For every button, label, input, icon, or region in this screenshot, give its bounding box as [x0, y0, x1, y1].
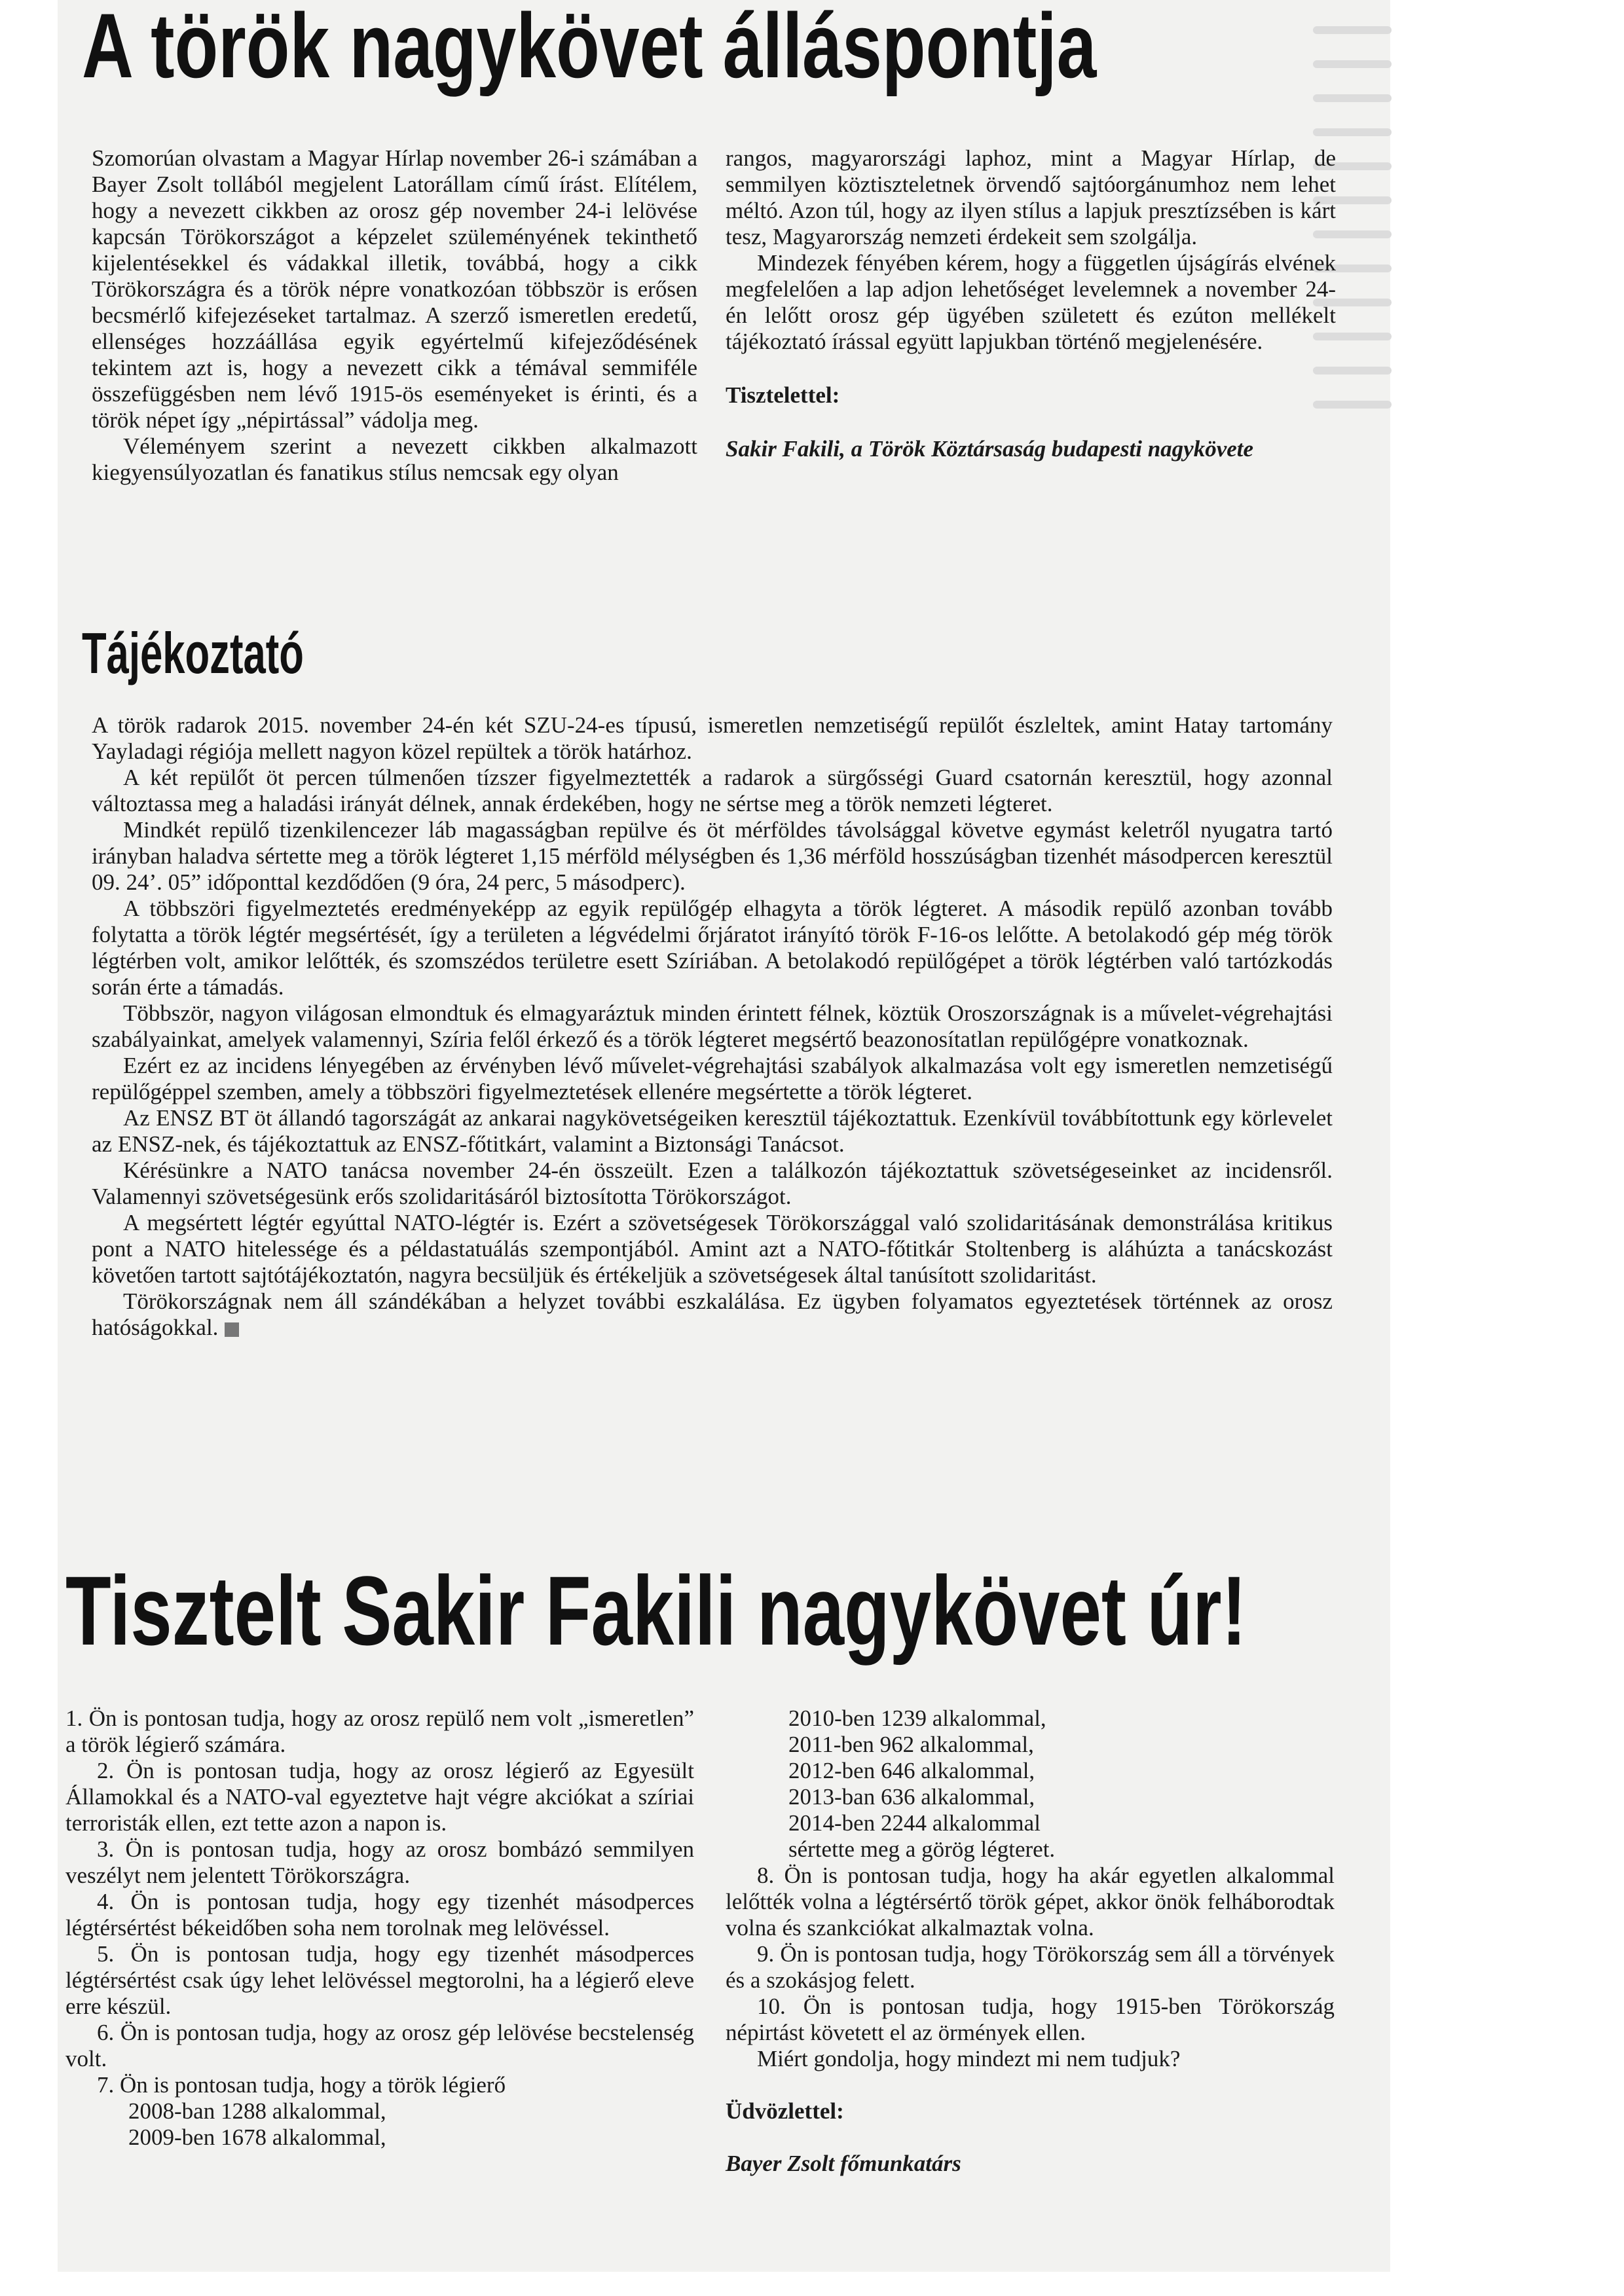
article1-paragraph: Szomorúan olvastam a Magyar Hírlap november 26-i számában a Bayer Zsolt tollából megjelent Latorállam című írást. Elítélem, hogy a nevezett cikkben az orosz gép november 24-i lelövése kapcsán Törökországot a képzelet szüleményének tekinthető kijelentésekkel és vádakkal illetik, továbbá, hogy a cikk Törökországra és a török népre vonatkozóan többször is erősen becsmérlő kifejezéseket tartalmaz. A szerző ismeretlen eredetű, ellenséges hozzáállása egyik egyértelmű kifejeződésének tekintem azt is, hogy a nevezett cikk a témával semmiféle összefüggésben nem lévő 1915-ös eseményeket is érinti, és a török népet így „népirtással” vádolja meg. — [92, 145, 697, 433]
article2-paragraph: Ezért ez az incidens lényegében az érvényben lévő művelet-végrehajtási szabályok alkalmazása volt egy ismeretlen nemzetiségű repülőgéppel szemben, amely a többszöri figyelmeztetések ellenére megsértette a török légteret. — [92, 1053, 1333, 1104]
year-line: 2008-ban 1288 alkalommal, — [128, 2098, 386, 2124]
year-line: 2011-ben 962 alkalommal, — [788, 1732, 1034, 1757]
year-line: 2009-ben 1678 alkalommal, — [128, 2124, 386, 2150]
article2-paragraph: Többször, nagyon világosan elmondtuk és elmagyaráztuk minden érintett félnek, köztük Oroszországnak is a művelet-végrehajtási szabályainkat, amelyek valamennyi, Szíria felől érkező és a török légteret megsértő beazonosítatlan repülőgépre vonatkoznak. — [92, 1000, 1333, 1052]
article3-item: 6. Ön is pontosan tudja, hogy az orosz gép lelövése becstelenség volt. — [65, 2020, 694, 2071]
article2-title: Tájékoztató — [82, 621, 304, 685]
article3-item: 8. Ön is pontosan tudja, hogy ha akár egyetlen alkalommal lelőtték volna a légtérsértő török gépet, akkor önök felháborodtak volna és szankciókat alkalmaztak volna. — [726, 1863, 1335, 1941]
year-line: 2014-ben 2244 alkalommal — [788, 1810, 1041, 1836]
article1-paragraph: rangos, magyarországi laphoz, mint a Magyar Hírlap, de semmilyen köztiszteletnek örvendő sajtóorgánumhoz nem lehet méltó. Azon túl, hogy az ilyen stílus a lapjuk presztízsében is kárt tesz, Magyarország nemzeti érdekeit sem szolgálja. — [726, 145, 1336, 249]
article3-signature: Bayer Zsolt főmunkatárs — [726, 2151, 961, 2176]
year-line: 2013-ban 636 alkalommal, — [788, 1784, 1035, 1810]
year-line: 2012-ben 646 alkalommal, — [788, 1758, 1035, 1783]
article2-paragraph: A török radarok 2015. november 24-én két SZU-24-es típusú, ismeretlen nemzetiségű repülőt észleltek, amint Hatay tartomány Yayladagi régiója mellett nagyon közel repültek a török határhoz. — [92, 712, 1333, 764]
article1-title: A török nagykövet álláspontja — [82, 0, 1097, 97]
article3-item: Miért gondolja, hogy mindezt mi nem tudjuk? — [757, 2046, 1181, 2071]
article1-closing: Tisztelettel: — [726, 382, 840, 408]
article3-item: 5. Ön is pontosan tudja, hogy egy tizenhét másodperces légtérsértést csak úgy lehet lelövéssel megtorolni, ha a légierő eleve erre készül. — [65, 1941, 694, 2019]
article3-item: 3. Ön is pontosan tudja, hogy az orosz bombázó semmilyen veszélyt nem jelentett Törökországra. — [65, 1836, 694, 1888]
article3-item: 9. Ön is pontosan tudja, hogy Törökország sem áll a törvények és a szokásjog felett. — [726, 1941, 1335, 1993]
end-of-article-mark — [225, 1322, 239, 1337]
article2-paragraph: Kérésünkre a NATO tanácsa november 24-én összeült. Ezen a találkozón tájékoztattuk szövetségeseinket az incidensről. Valamennyi szövetségesünk erős szolidaritásáról biztosította Törökországot. — [92, 1157, 1333, 1209]
article1-paragraph: Véleményem szerint a nevezett cikkben alkalmazott kiegyensúlyozatlan és fanatikus stílus nemcsak egy olyan — [92, 433, 697, 485]
article3-title: Tisztelt Sakir Fakili nagykövet úr! — [65, 1556, 1247, 1666]
article3-item: 1. Ön is pontosan tudja, hogy az orosz repülő nem volt „ismeretlen” a török légierő számára. — [65, 1705, 694, 1757]
article1-left-column — [92, 145, 697, 486]
article3-closing: Üdvözlettel: — [726, 2098, 844, 2124]
year-line: sértette meg a görög légteret. — [788, 1836, 1056, 1862]
article2-body — [92, 712, 1333, 1341]
year-line: 2010-ben 1239 alkalommal, — [788, 1705, 1046, 1731]
article2-paragraph: A többszöri figyelmeztetés eredményeképp az egyik repülőgép elhagyta a török légteret. A második repülő azonban tovább folytatta a török légtér megsértését, így a területen a légvédelmi őrjáratot irányító török F-16-os lelőtte. A betolakodó gép még török légtérben volt, amikor lelőtték, és szomszédos területre esett Szíriában. A betolakodó repülőgépet a török légtérben való tartózkodás során érte a támadás. — [92, 896, 1333, 1000]
article3-item: 10. Ön is pontosan tudja, hogy 1915-ben Törökország népirtást követett el az örmények ellen. — [726, 1994, 1335, 2045]
article1-right-column — [726, 145, 1336, 462]
article3-left-column — [65, 1705, 694, 2151]
article3-item: 4. Ön is pontosan tudja, hogy egy tizenhét másodperces légtérsértést békeidőben soha nem torolnak meg lelövéssel. — [65, 1889, 694, 1941]
article1-paragraph: Mindezek fényében kérem, hogy a független újságírás elvének megfelelően a lap adjon lehetőséget levelemnek a november 24-én lelőtt orosz gép ügyében született és ezúton mellékelt tájékoztató írással együtt lapjukban történő megjelenésére. — [726, 250, 1336, 354]
article2-paragraph: Törökországnak nem áll szándékában a helyzet további eszkalálása. Ez ügyben folyamatos egyeztetések történnek az orosz hatóságokkal. — [92, 1288, 1333, 1340]
article3-right-column — [726, 1705, 1335, 2177]
article2-paragraph: Mindkét repülő tizenkilencezer láb magasságban repülve és öt mérföldes távolsággal követve egymást keletről nyugatra tartó irányban haladva sértette meg a török légteret 1,15 mérföld mélységben és 1,36 mérföld hosszúságban tizenhét másodpercen keresztül 09. 24’. 05” időponttal kezdődően (9 óra, 24 perc, 5 másodperc). — [92, 817, 1333, 895]
article2-paragraph: A két repülőt öt percen túlmenően tízszer figyelmeztették a radarok a sürgősségi Guard csatornán keresztül, hogy azonnal változtassa meg a haladási irányát délnek, annak érdekében, hogy ne sértse meg a török nemzeti légteret. — [92, 765, 1333, 816]
article1-signature: Sakir Fakili, a Török Köztársaság budapesti nagykövete — [726, 436, 1254, 462]
article3-item: 7. Ön is pontosan tudja, hogy a török légierő — [97, 2072, 506, 2098]
article2-paragraph: Az ENSZ BT öt állandó tagországát az ankarai nagykövetségeiken keresztül tájékoztattuk. Ezenkívül továbbítottunk egy körlevelet az ENSZ-nek, és tájékoztattuk az ENSZ-főtitkárt, valamint a Biztonsági Tanácsot. — [92, 1105, 1333, 1157]
article2-paragraph: A megsértett légtér egyúttal NATO-légtér is. Ezért a szövetségesek Törökországgal való szolidaritásának demonstrálása kritikus pont a NATO hitelessége és a példastatuálás szempontjából. Amint azt a NATO-főtitkár Stoltenberg is aláhúzta a tanácskozást követően tartott sajtótájékoztatón, nagyra becsüljük és értékeljük a szövetségesek által tanúsított szolidaritást. — [92, 1210, 1333, 1288]
article3-item: 2. Ön is pontosan tudja, hogy az orosz légierő az Egyesült Államokkal és a NATO-val egyeztetve hajt végre akciókat a szíriai terroristák ellen, ezt tette azon a napon is. — [65, 1758, 694, 1836]
